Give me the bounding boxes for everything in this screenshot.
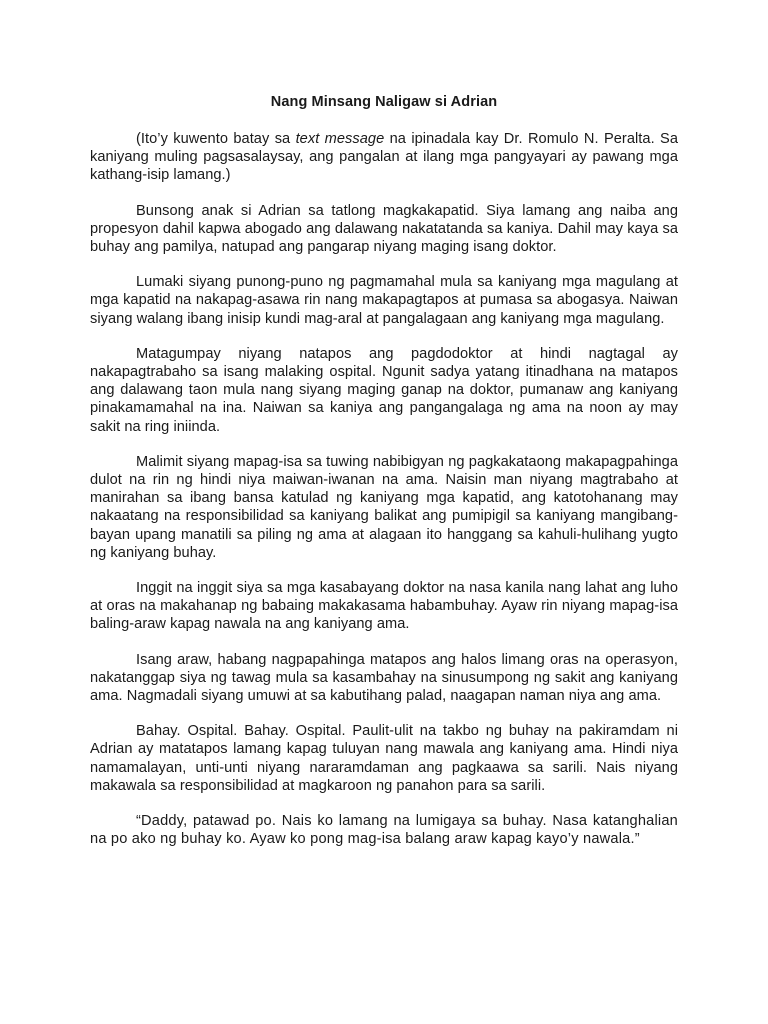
body-paragraph-7: Bahay. Ospital. Bahay. Ospital. Paulit-ulit na takbo ng buhay na pakiramdam ni Adrian ay matatapos lamang kapag tuluyan nang mawala ang kaniyang ama. Hindi niya namamalayan, unti-unti niyang nararamdaman ang pagkaawa sa sarili. Nais niyang makawala sa responsibilidad at magkaroon ng panahon para sa sarili. [90, 723, 678, 794]
body-paragraph-4: Malimit siyang mapag-isa sa tuwing nabibigyan ng pagkakataong makapagpahinga dulot na rin ng hindi niya maiwan-iwanan na ama. Naisin man niyang magtrabaho at manirahan sa ibang bansa katulad ng kaniyang mga kapatid, ang katotohanang may nakaatang na responsibilidad sa kaniyang balikat ang pumipigil sa kaniyang mangibang-bayan upang manatili sa piling ng ama at alagaan ito hanggang sa kahuli-hulihang yugto ng kaniyang buhay. [90, 453, 678, 561]
document-page [90, 92, 678, 866]
body-paragraph-5: Inggit na inggit siya sa mga kasabayang doktor na nasa kanila nang lahat ang luho at oras na makahanap ng babaing makakasama habambuhay. Ayaw rin niyang mapag-isa baling-araw kapag nawala na ang kaniyang ama. [90, 580, 678, 633]
intro-text-end: na ipinadala kay Dr. Romulo N. Peralta. Sa kaniyang muling pagsasalaysay, ang pangalan at ilang mga pangyayari ay pawang mga kathang-isip lamang.) [90, 131, 678, 184]
body-paragraph-3: Matagumpay niyang natapos ang pagdodoktor at hindi nagtagal ay nakapagtrabaho sa isang malaking ospital. Ngunit sadya yatang itinadhana na matapos ang dalawang taon mula nang siyang maging ganap na doktor, pumanaw ang kaniyang pinakamamahal na ina. Naiwan sa kaniya ang pangangalaga ng ama na noon ay may sakit na ring iniinda. [90, 345, 678, 435]
intro-text-start: (Ito’y kuwento batay sa [136, 131, 296, 147]
body-paragraph-6: Isang araw, habang nagpapahinga matapos ang halos limang oras na operasyon, nakatanggap siya ng tawag mula sa kasambahay na sinusumpong ng sakit ang kaniyang ama. Nagmadali siyang umuwi at sa kabutihang palad, naagapan naman niya ang ama. [90, 651, 678, 705]
body-paragraph-1: Bunsong anak si Adrian sa tatlong magkakapatid. Siya lamang ang naiba ang propesyon dahil kapwa abogado ang dalawang nakatatanda sa kaniya. Dahil may kaya sa buhay ang pamilya, natupad ang pangarap niyang maging isang doktor. [90, 202, 678, 256]
body-paragraph-2: Lumaki siyang punong-puno ng pagmamahal mula sa kaniyang mga magulang at mga kapatid na nakapag-asawa rin nang makapagtapos at pumasa sa abogasya. Naiwan siyang walang ibang inisip kundi mag-aral at pangalagaan ang kaniyang mga magulang. [90, 274, 678, 327]
closing-dialogue: “Daddy, patawad po. Nais ko lamang na lumigaya sa buhay. Nasa katanghalian na po ako ng buhay ko. Ayaw ko pong mag-isa balang araw kapag kayo’y nawala.” [90, 813, 678, 848]
intro-emphasis: text message [295, 131, 385, 147]
intro-paragraph [90, 130, 678, 185]
document-title: Nang Minsang Naligaw si Adrian [270, 94, 498, 110]
